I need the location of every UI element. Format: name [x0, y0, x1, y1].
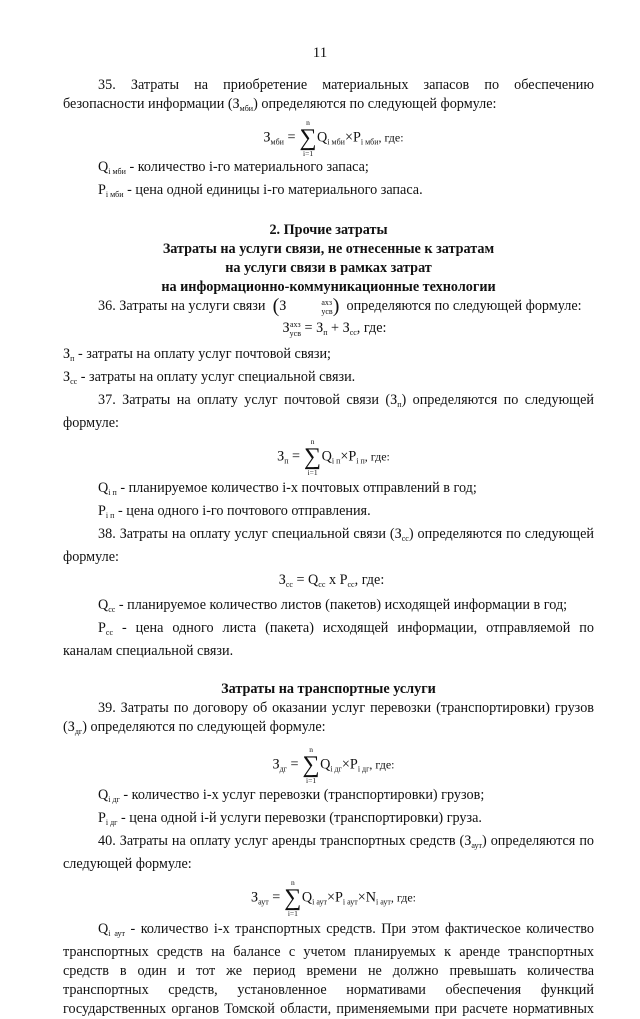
- def-p-ss-line1: $P_{сс}$ - цена одного листа (пакета) исходящей информации, отправляемой по: [98, 619, 594, 637]
- section-heading: 2. Прочие затраты: [269, 222, 388, 239]
- p38-line1: 38. Затраты на оплату услуг специальной связи $(З_{сс})$ определяются по следующей: [98, 525, 594, 543]
- p35-line1: 35. Затраты на приобретение материальных запасов по обеспечению: [98, 77, 594, 93]
- def-q-mbi: $Q_{i мби}$ - количество i-го материального запаса;: [98, 159, 369, 177]
- sum-sign: n ∑ i=1: [299, 118, 317, 158]
- sum-sign: n ∑ i=1: [302, 744, 320, 785]
- page-content: [63, 76, 594, 1019]
- formula-mbi: $З_{мби}$ = n ∑ i=1 $Q_{i мби}\times P_{i мби}$, где:: [263, 118, 404, 158]
- p38-line2: формуле:: [63, 548, 119, 565]
- def-q-ss: $Q_{сс}$ - планируемое количество листов (пакетов) исходящей информации в год;: [98, 596, 568, 614]
- def-q-aut-line4: транспортных средств, установленное нормативами обеспечения функций: [63, 982, 594, 999]
- def-q-aut-line2: транспортных средств на балансе с учетом планируемых к аренде транспортных: [63, 944, 594, 961]
- p39-line2: $(З_{дг})$ определяются по следующей формуле:: [63, 718, 326, 736]
- subsection-heading-line3: на информационно-коммуникационные технологии: [161, 279, 496, 296]
- def-z-p: $З_п$ - затраты на оплату услуг почтовой связи;: [63, 346, 332, 364]
- def-q-aut-line3: средств в один и тот же период времени не должно превышать количества: [63, 963, 594, 980]
- p39-line1: 39. Затраты по договору об оказании услуг перевозки (транспортировки) грузов: [98, 699, 594, 716]
- p35-line2: безопасности информации $(З_{мби})$ определяются по следующей формуле:: [63, 96, 497, 113]
- subsection-heading-line1: Затраты на услуги связи, не отнесенные к затратам: [162, 241, 495, 258]
- p40-line1: 40. Затраты на оплату услуг аренды транспортных средств $(З_{аут})$ определяются по: [98, 832, 595, 850]
- subsection-heading-line2: на услуги связи в рамках затрат: [225, 260, 432, 277]
- def-q-dg: $Q_{i дг}$ - количество i-х услуг перевозки (транспортировки) грузов;: [98, 786, 485, 804]
- sum-sign: n ∑ i=1: [284, 877, 302, 918]
- page-number: 11: [312, 45, 328, 61]
- def-z-ss: $З_{сс}$ - затраты на оплату услуг специальной связи.: [63, 369, 356, 387]
- formula-usv: З ахз усв = $З_п + З_{сс}$, где:: [282, 320, 387, 338]
- formula-special: $З_{сс} = Q_{сс}$ x $P_{сс}$, где:: [278, 571, 385, 589]
- def-p-mbi: $P_{i мби}$ - цена одной единицы i-го материального запаса.: [98, 182, 423, 200]
- def-p-p: $P_{i п}$ - цена одного i-го почтового отправления.: [98, 502, 371, 520]
- p40-line2: следующей формуле:: [63, 855, 192, 872]
- def-q-p: $Q_{i п}$ - планируемое количество i-х почтовых отправлений в год;: [98, 479, 477, 497]
- def-q-aut-line1: $Q_{i аут}$ - количество i-х транспортных средств. При этом фактическое количество: [98, 921, 594, 939]
- def-p-dg: $P_{i дг}$ - цена одной i-й услуги перевозки (транспортировки) груза.: [98, 809, 482, 827]
- p37-line2: формуле:: [63, 415, 119, 432]
- def-p-ss-line2: каналам специальной связи.: [63, 642, 234, 659]
- def-q-aut-line5: государственных органов Томской области, применяемыми при расчете нормативных: [63, 1001, 594, 1018]
- transport-heading: Затраты на транспортные услуги: [221, 680, 436, 697]
- p37-line1: 37. Затраты на оплату услуг почтовой связи $(З_п)$ определяются по следующей: [98, 392, 594, 410]
- formula-post: $З_п$ = n ∑ i=1 $Q_{i п}\times P_{i п}$, где:: [277, 437, 390, 478]
- p36-line: 36. Затраты на услуги связи (З ахз усв ) определяются по следующей формуле:: [98, 295, 582, 318]
- formula-rent: $З_{аут}$ = n ∑ i=1 $Q_{i аут}\times P_{i аут}\times N_{i аут}$, где:: [251, 877, 416, 918]
- formula-cargo: $З_{дг}$ = n ∑ i=1 $Q_{i дг}\times P_{i дг}$, где:: [272, 744, 395, 785]
- sum-sign: n ∑ i=1: [304, 437, 322, 478]
